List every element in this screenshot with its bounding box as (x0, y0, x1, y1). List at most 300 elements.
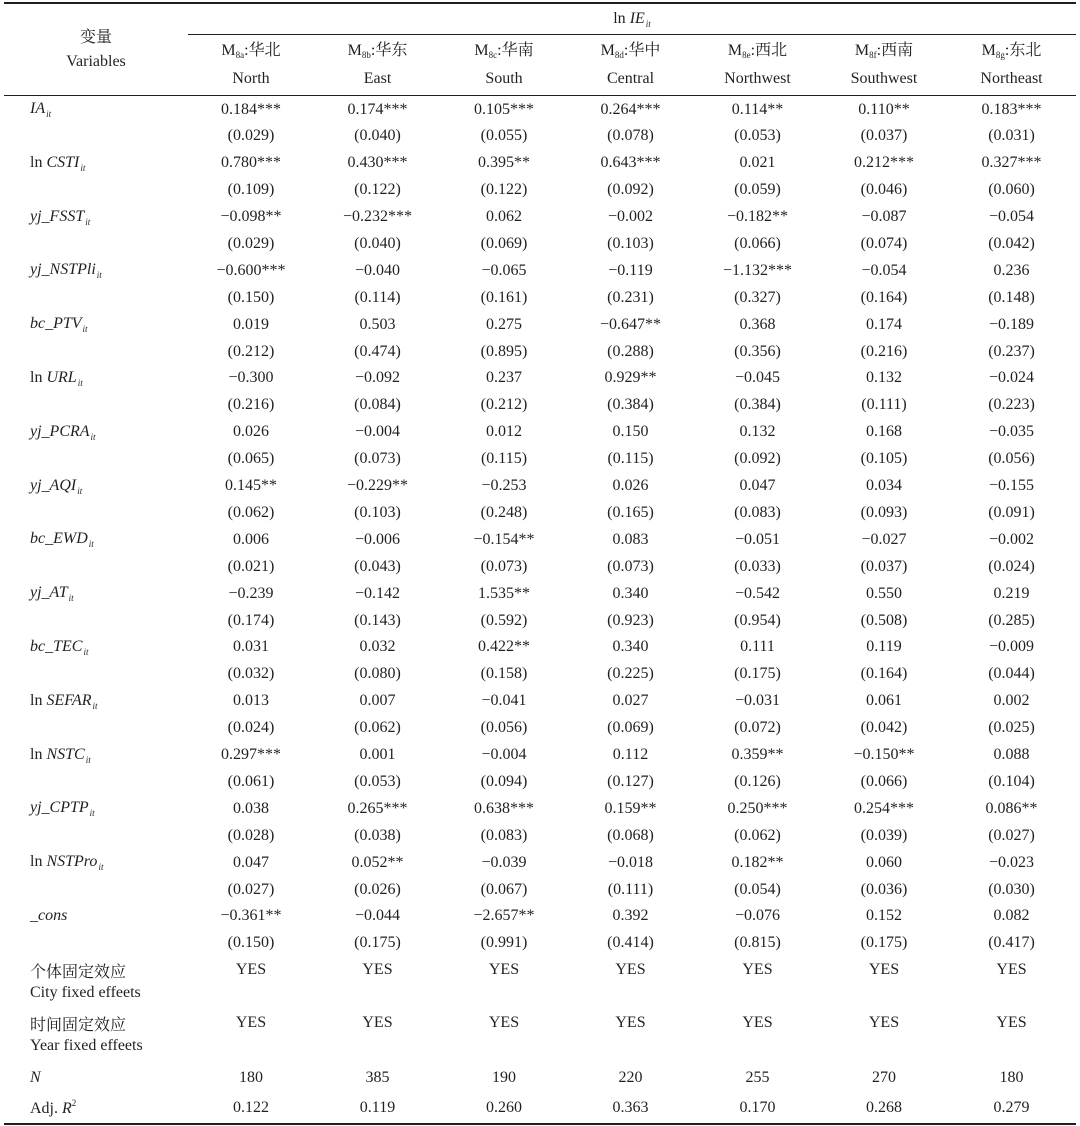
model-sub: 8g (995, 50, 1005, 60)
coefficient-cell: 0.392 (612, 907, 649, 925)
coefficient-cell: 0.032 (359, 638, 396, 656)
standard-error-cell: (0.092) (607, 181, 654, 199)
coefficient-cell: 0.026 (233, 423, 269, 441)
coefficient-cell: −0.027 (861, 530, 907, 548)
table-row-coef (4, 634, 1076, 661)
variable-sub: it (88, 539, 94, 550)
variables-header (4, 3, 188, 96)
empty-cell (4, 661, 188, 688)
coefficient-cell: −0.065 (481, 261, 527, 279)
variable-name (4, 580, 188, 607)
standard-error-cell: (0.039) (860, 826, 908, 844)
coefficient-cell: 0.047 (233, 853, 269, 871)
observations-label: N (30, 1068, 41, 1086)
model-region-zh: 华北 (248, 42, 281, 59)
empty-cell (188, 1037, 314, 1063)
standard-error-cell: (0.065) (227, 450, 275, 468)
variable-symbol: bc_PTV (30, 315, 82, 333)
standard-error-cell: (0.109) (227, 181, 275, 199)
variable-symbol: yj_FSST (30, 207, 85, 225)
empty-cell (4, 446, 188, 473)
coefficient-cell: 0.060 (866, 853, 902, 871)
coefficient-cell: 0.159** (604, 799, 657, 817)
coefficient-cell: −2.657** (473, 907, 535, 925)
model-sub: 8a (235, 50, 245, 60)
coefficient-cell: −0.232*** (342, 208, 413, 226)
coefficient-cell: 0.088 (993, 746, 1030, 764)
standard-error-cell: (0.212) (227, 342, 275, 360)
standard-error-cell: (0.027) (227, 880, 275, 898)
coefficient-cell: −0.002 (607, 208, 654, 226)
coefficient-cell: 0.174 (866, 315, 902, 333)
standard-error-cell: (0.037) (860, 557, 908, 575)
model-region-en: Northeast (980, 70, 1043, 87)
standard-error-cell: (0.216) (860, 342, 908, 360)
regression-table (4, 2, 1076, 1125)
standard-error-cell: (0.231) (607, 288, 654, 306)
table-row-coef (4, 311, 1076, 338)
standard-error-cell: (0.074) (860, 234, 908, 252)
coefficient-cell: 0.340 (612, 584, 649, 602)
standard-error-cell: (0.923) (607, 611, 654, 629)
standard-error-cell: (0.055) (480, 127, 528, 145)
model-sub: 8d (614, 50, 624, 60)
model-header-northwest (694, 35, 821, 96)
model-header-southwest (821, 35, 947, 96)
coefficient-cell: 0.250*** (727, 799, 788, 817)
standard-error-cell: (0.037) (860, 127, 908, 145)
standard-error-cell: (0.053) (734, 127, 781, 145)
model-letter: M (727, 42, 743, 59)
standard-error-cell: (0.056) (988, 450, 1035, 468)
standard-error-cell: (0.474) (354, 342, 401, 360)
coefficient-cell: −0.253 (481, 477, 527, 495)
variable-symbol: yj_AT (30, 584, 68, 602)
coefficient-cell: 0.013 (233, 692, 269, 710)
observations-value: 190 (492, 1068, 516, 1086)
standard-error-cell: (0.126) (734, 772, 781, 790)
model-id (567, 39, 694, 67)
year-fixed-effects-row (4, 1010, 1076, 1037)
variable-name (4, 526, 188, 553)
coefficient-cell: 0.112 (612, 746, 649, 764)
standard-error-cell: (0.028) (227, 826, 275, 844)
coefficient-cell: 0.395** (478, 154, 530, 172)
model-sub: 8e (742, 50, 751, 60)
coefficient-cell: 0.152 (866, 907, 902, 925)
coefficient-cell: −0.098** (220, 208, 282, 226)
coefficient-cell: −0.002 (989, 530, 1035, 548)
standard-error-cell: (0.237) (988, 342, 1035, 360)
variable-name (4, 96, 188, 124)
coefficient-cell: −0.087 (861, 208, 907, 226)
variable-prefix: ln (30, 153, 47, 171)
empty-cell (4, 338, 188, 365)
model-sub: 8c (488, 50, 498, 60)
coefficient-cell: 0.150 (612, 423, 649, 441)
coefficient-cell: −0.119 (608, 261, 653, 279)
standard-error-cell: (0.105) (860, 450, 908, 468)
variable-sub: it (46, 109, 52, 119)
coefficient-cell: −1.132*** (722, 261, 793, 279)
coefficient-cell: −0.018 (607, 853, 654, 871)
coefficient-cell: −0.023 (989, 853, 1035, 871)
coefficient-cell: −0.150** (853, 746, 915, 764)
standard-error-cell: (0.991) (480, 934, 528, 952)
standard-error-cell: (0.508) (860, 611, 908, 629)
standard-error-cell: (0.040) (354, 234, 401, 252)
standard-error-cell: (0.122) (480, 181, 528, 199)
variable-symbol: NSTPro (46, 853, 98, 871)
variable-name (4, 849, 188, 876)
model-colon: : (876, 42, 882, 59)
standard-error-cell: (0.111) (607, 880, 654, 898)
standard-error-cell: (0.046) (860, 181, 908, 199)
table-row-se (4, 553, 1076, 580)
coefficient-cell: 0.086** (985, 799, 1038, 817)
coefficient-cell: −0.009 (989, 638, 1035, 656)
standard-error-cell: (0.150) (227, 934, 275, 952)
standard-error-cell: (0.040) (354, 127, 401, 145)
standard-error-cell: (0.073) (607, 557, 654, 575)
empty-cell (4, 500, 188, 527)
empty-cell (4, 392, 188, 419)
table-row-coef (4, 903, 1076, 930)
observations-value: 180 (239, 1068, 263, 1086)
empty-cell (4, 876, 188, 903)
standard-error-cell: (0.066) (860, 772, 908, 790)
model-colon: : (497, 42, 502, 59)
standard-error-cell: (0.216) (227, 396, 275, 414)
variable-symbol: yj_PCRA (30, 422, 90, 440)
coefficient-cell: 0.110** (858, 100, 910, 118)
coefficient-cell: 0.105*** (474, 100, 534, 118)
standard-error-cell: (0.042) (860, 719, 908, 737)
table-row-coef (4, 473, 1076, 500)
adj-r2-sup: 2 (71, 1097, 77, 1108)
year-fixed-effects-value: YES (868, 1014, 900, 1032)
coefficient-cell: 0.168 (866, 423, 902, 441)
model-colon: : (244, 42, 249, 59)
standard-error-cell: (0.114) (354, 288, 401, 306)
standard-error-cell: (0.024) (988, 557, 1035, 575)
table-row-se (4, 177, 1076, 204)
table-row-se (4, 284, 1076, 311)
variable-sub: it (85, 216, 91, 227)
coefficient-cell: 0.034 (866, 477, 902, 495)
standard-error-cell: (0.073) (354, 450, 401, 468)
year-fixed-effects-value: YES (488, 1014, 520, 1032)
variable-symbol: bc_EWD (30, 530, 88, 548)
coefficient-cell: −0.051 (734, 530, 781, 548)
table-row-se (4, 500, 1076, 527)
dependent-variable-prefix: ln (613, 9, 630, 27)
coefficient-cell: −0.024 (989, 369, 1035, 387)
coefficient-cell: 0.297*** (221, 746, 281, 764)
dependent-variable-name: IE (629, 9, 645, 27)
model-colon: : (1004, 42, 1010, 59)
model-letter: M (474, 42, 489, 59)
variable-prefix: ln (30, 368, 47, 386)
model-region-zh: 西南 (881, 42, 914, 59)
empty-cell (441, 984, 567, 1010)
coefficient-cell: 0.002 (993, 692, 1030, 710)
adj-r2-row (4, 1093, 1076, 1124)
city-fixed-effects-row (4, 957, 1076, 984)
standard-error-cell: (0.066) (734, 234, 781, 252)
table-row-coef (4, 419, 1076, 446)
variable-symbol: yj_NSTPli (30, 261, 96, 279)
coefficient-cell: 0.174*** (347, 100, 408, 118)
standard-error-cell: (0.815) (734, 934, 781, 952)
standard-error-cell: (0.094) (480, 772, 528, 790)
standard-error-cell: (0.027) (988, 826, 1035, 844)
coefficient-cell: 0.061 (866, 692, 902, 710)
standard-error-cell: (0.223) (988, 396, 1035, 414)
coefficient-cell: 0.052** (351, 853, 404, 871)
model-letter: M (347, 42, 362, 59)
model-header-northeast (947, 35, 1076, 96)
standard-error-cell: (0.030) (988, 880, 1035, 898)
standard-error-cell: (0.414) (607, 934, 654, 952)
standard-error-cell: (0.143) (354, 611, 401, 629)
adj-r2-value: 0.268 (821, 1093, 947, 1124)
table-row-coef (4, 849, 1076, 876)
year-fixed-effects-label-en: Year fixed effeets (30, 1036, 143, 1054)
coefficient-cell: 0.027 (612, 692, 649, 710)
empty-cell (694, 1037, 821, 1063)
standard-error-cell: (0.080) (354, 665, 401, 683)
year-fixed-effects-value: YES (362, 1014, 393, 1032)
coefficient-cell: 0.550 (866, 584, 902, 602)
standard-error-cell: (0.060) (988, 181, 1035, 199)
empty-cell (4, 822, 188, 849)
standard-error-cell: (0.158) (480, 665, 528, 683)
standard-error-cell: (0.062) (227, 503, 275, 521)
table-row-coef (4, 580, 1076, 607)
model-sub: 8b (361, 50, 371, 60)
standard-error-cell: (0.248) (480, 503, 528, 521)
table-row-coef (4, 795, 1076, 822)
standard-error-cell: (0.225) (607, 665, 654, 683)
variable-prefix: ln (30, 745, 47, 763)
variable-sub: it (85, 754, 91, 765)
standard-error-cell: (0.083) (480, 826, 528, 844)
standard-error-cell: (0.091) (988, 503, 1035, 521)
standard-error-cell: (0.384) (607, 396, 654, 414)
model-colon: : (750, 42, 756, 59)
coefficient-cell: −0.040 (354, 261, 401, 279)
empty-cell (4, 123, 188, 150)
coefficient-cell: 1.535** (478, 584, 530, 602)
standard-error-cell: (0.285) (988, 611, 1035, 629)
standard-error-cell: (0.288) (607, 342, 654, 360)
empty-cell (947, 1037, 1076, 1063)
standard-error-cell: (0.417) (988, 934, 1035, 952)
table-row-coef (4, 365, 1076, 392)
standard-error-cell: (0.073) (480, 557, 528, 575)
standard-error-cell: (0.038) (354, 826, 401, 844)
coefficient-cell: −0.004 (481, 746, 527, 764)
coefficient-cell: 0.083 (612, 530, 649, 548)
coefficient-cell: 0.265*** (347, 799, 408, 817)
city-fixed-effects-value: YES (615, 961, 646, 979)
coefficient-cell: 0.047 (739, 477, 776, 495)
coefficient-cell: 0.019 (233, 315, 269, 333)
coefficient-cell: 0.031 (233, 638, 269, 656)
model-sub: 8f (869, 50, 877, 60)
standard-error-cell: (0.592) (480, 611, 528, 629)
standard-error-cell: (0.103) (354, 503, 401, 521)
variable-sub: it (80, 162, 86, 173)
coefficient-cell: 0.254*** (854, 799, 914, 817)
model-id (947, 39, 1076, 67)
city-fixed-effects-value: YES (996, 961, 1027, 979)
coefficient-cell: 0.780*** (221, 154, 281, 172)
coefficient-cell: −0.076 (734, 907, 781, 925)
model-header-central (567, 35, 694, 96)
coefficient-cell: −0.004 (354, 423, 401, 441)
coefficient-cell: −0.031 (734, 692, 781, 710)
variables-header-en: Variables (66, 52, 126, 70)
variable-name (4, 688, 188, 715)
variable-sub: it (77, 377, 83, 388)
standard-error-cell: (0.059) (734, 181, 781, 199)
standard-error-cell: (0.122) (354, 181, 401, 199)
model-letter: M (981, 42, 996, 59)
standard-error-cell: (0.067) (480, 880, 528, 898)
empty-cell (441, 1037, 567, 1063)
city-fixed-effects-label-zh: 个体固定效应 (30, 963, 127, 981)
standard-error-cell: (0.103) (607, 234, 654, 252)
variable-sub: it (92, 700, 98, 711)
empty-cell (4, 930, 188, 957)
model-id (188, 39, 314, 67)
table-row-se (4, 715, 1076, 742)
standard-error-cell: (0.161) (480, 288, 528, 306)
model-region-en: Central (606, 70, 655, 87)
variable-name (4, 257, 188, 284)
coefficient-cell: 0.062 (486, 208, 522, 226)
standard-error-cell: (0.148) (988, 288, 1035, 306)
city-fixed-effects-value: YES (235, 961, 267, 979)
coefficient-cell: 0.236 (993, 261, 1030, 279)
empty-cell (4, 284, 188, 311)
coefficient-cell: −0.647** (599, 315, 662, 333)
standard-error-cell: (0.115) (607, 450, 654, 468)
coefficient-cell: −0.239 (228, 584, 274, 602)
coefficient-cell: −0.054 (861, 261, 907, 279)
empty-cell (4, 231, 188, 258)
table-row-se (4, 876, 1076, 903)
city-fixed-effects-value: YES (868, 961, 900, 979)
standard-error-cell: (0.384) (734, 396, 781, 414)
model-region-en: Northwest (724, 70, 791, 87)
table-row-se (4, 661, 1076, 688)
variables-header-zh: 变量 (79, 28, 112, 46)
standard-error-cell: (0.164) (860, 665, 908, 683)
variable-symbol: yj_AQI (30, 476, 77, 494)
coefficient-cell: 0.007 (359, 692, 396, 710)
model-region-en: South (485, 70, 523, 87)
adj-r2-value: 0.119 (314, 1093, 441, 1124)
empty-cell (4, 177, 188, 204)
table-row-coef (4, 96, 1076, 124)
observations-value: 180 (999, 1068, 1024, 1086)
variable-sub: it (68, 593, 74, 604)
variable-symbol: IA (30, 100, 46, 117)
variable-sub: it (89, 808, 95, 819)
coefficient-cell: −0.142 (354, 584, 401, 602)
standard-error-cell: (0.175) (734, 665, 781, 683)
variable-prefix: ln (30, 691, 47, 709)
observations-value: 385 (365, 1068, 390, 1086)
variable-sub: it (77, 485, 83, 496)
standard-error-cell: (0.104) (988, 772, 1035, 790)
standard-error-cell: (0.092) (734, 450, 781, 468)
coefficient-cell: 0.212*** (854, 154, 914, 172)
coefficient-cell: 0.145** (225, 477, 277, 495)
model-colon: : (370, 42, 376, 59)
empty-cell (4, 553, 188, 580)
adj-r2-label (4, 1093, 188, 1124)
model-id (694, 39, 821, 67)
standard-error-cell: (0.062) (354, 719, 401, 737)
standard-error-cell: (0.954) (734, 611, 781, 629)
coefficient-cell: 0.183*** (981, 100, 1042, 118)
standard-error-cell: (0.062) (734, 826, 781, 844)
table-row-se (4, 392, 1076, 419)
standard-error-cell: (0.083) (734, 503, 781, 521)
coefficient-cell: 0.430*** (347, 154, 408, 172)
model-id (314, 39, 441, 67)
empty-cell (567, 1037, 694, 1063)
coefficient-cell: −0.054 (989, 208, 1035, 226)
variable-symbol: bc_TEC (30, 637, 83, 655)
standard-error-cell: (0.164) (860, 288, 908, 306)
standard-error-cell: (0.056) (480, 719, 528, 737)
standard-error-cell: (0.053) (354, 772, 401, 790)
coefficient-cell: 0.264*** (600, 100, 661, 118)
table-row-se (4, 338, 1076, 365)
standard-error-cell: (0.036) (860, 880, 908, 898)
empty-cell (4, 715, 188, 742)
model-region-zh: 西北 (755, 42, 788, 59)
coefficient-cell: 0.184*** (221, 100, 281, 118)
model-region-zh: 华东 (375, 42, 408, 59)
table-row-coef (4, 526, 1076, 553)
standard-error-cell: (0.029) (227, 234, 275, 252)
standard-error-cell: (0.165) (607, 503, 654, 521)
standard-error-cell: (0.025) (988, 719, 1035, 737)
coefficient-cell: 0.327*** (981, 154, 1042, 172)
coefficient-cell: 0.026 (612, 477, 649, 495)
dependent-variable-header (188, 3, 1076, 35)
coefficient-cell: 0.114** (731, 100, 784, 118)
model-id (821, 39, 947, 67)
model-letter: M (600, 42, 615, 59)
model-letter: M (854, 42, 870, 59)
standard-error-cell: (0.127) (607, 772, 654, 790)
standard-error-cell: (0.175) (860, 934, 908, 952)
empty-cell (821, 1037, 947, 1063)
standard-error-cell: (0.021) (227, 557, 275, 575)
standard-error-cell: (0.024) (227, 719, 275, 737)
variable-sub: it (96, 270, 102, 281)
variable-symbol: URL (46, 368, 77, 386)
variable-symbol: _cons (30, 906, 68, 924)
model-region-en: Southwest (850, 70, 918, 87)
